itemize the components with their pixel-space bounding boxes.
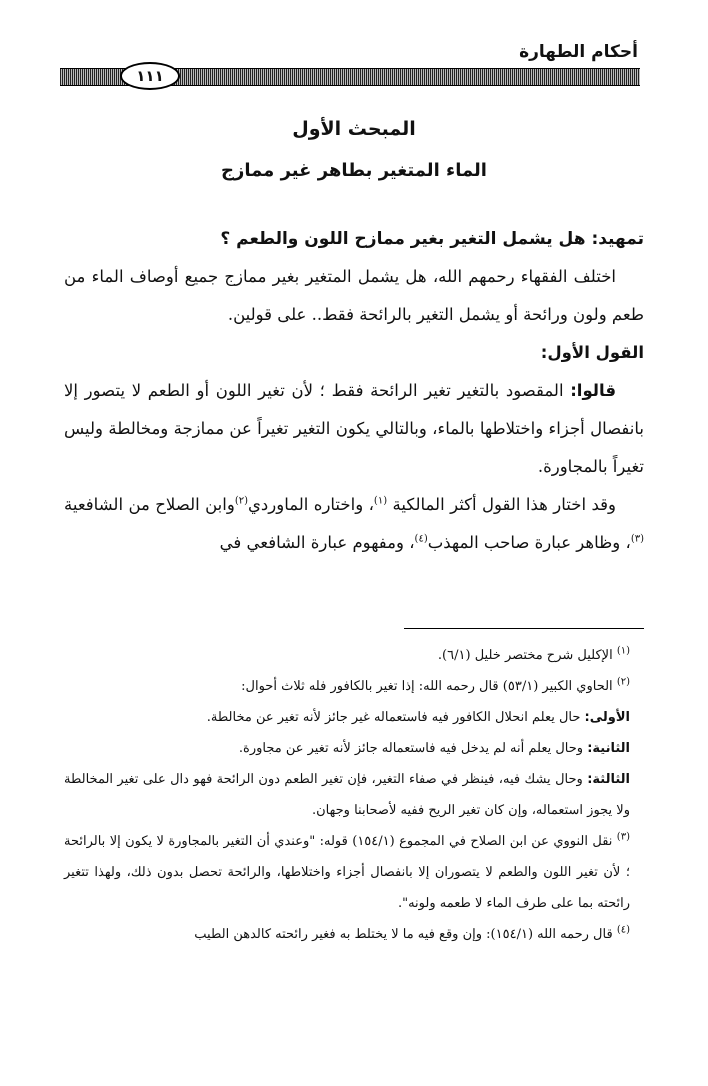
- first-opinion-heading: القول الأول:: [540, 343, 644, 362]
- footnote-mark-4: (٤): [616, 924, 630, 936]
- footnote-1-text: الإكليل شرح مختصر خليل (٦/١).: [437, 648, 617, 663]
- main-text: [64, 220, 644, 562]
- footnote-mark-2: (٢): [616, 676, 630, 688]
- section-subtitle: الماء المتغير بطاهر غير ممازج: [221, 160, 487, 181]
- footnote-separator: [404, 628, 644, 629]
- footnote-4: [64, 919, 644, 950]
- intro-heading: [64, 220, 644, 258]
- footnote-3: [64, 826, 644, 919]
- footnote-2-case-3: [64, 764, 644, 826]
- paragraph-first-opinion: [64, 372, 644, 486]
- footnotes: [64, 640, 644, 950]
- intro-question: هل يشمل التغير بغير ممازح اللون والطعم ؟: [220, 229, 592, 249]
- case-2-text: وحال يعلم أنه لم يدخل فيه فاستعماله جائز لأنه تغير عن مجاورة.: [238, 741, 588, 756]
- citation-text-d: ، وظاهر عبارة صاحب المهذب: [427, 533, 631, 552]
- footnote-mark-1: (١): [616, 645, 630, 657]
- case-3-lead: الثالثة:: [587, 772, 630, 787]
- footnote-ref-4[interactable]: (٤): [414, 533, 428, 545]
- footnote-2-case-2: [64, 733, 644, 764]
- citation-text-c: وابن الصلاح من الشافعية: [64, 495, 235, 514]
- paragraph-body: المقصود بالتغير تغير الرائحة فقط ؛ لأن تغير اللون أو الطعم لا يتصور إلا بانفصال أجزاء واختلاطها بالماء، وبالتالي يكون التغير تغيراً عن ممازجة ومخالطة وليس تغيراً بالمجاورة.: [64, 381, 644, 476]
- case-2-lead: الثانية:: [587, 741, 630, 756]
- footnote-mark-3: (٣): [616, 831, 630, 843]
- case-3-text: وحال يشك فيه، فينظر في صفاء التغير، فإن تغير الطعم دون الرائحة فهو دال على تغير المخالطة ولا يجوز استعماله، وإن كان تغير الريح ففيه لأصحابنا وجهان.: [64, 772, 630, 818]
- citation-text-e: ، ومفهوم عبارة الشافعي في: [219, 533, 415, 552]
- footnote-2: [64, 671, 644, 702]
- footnote-2-text: الحاوي الكبير (٥٣/١) قال رحمه الله: إذا تغير بالكافور فله ثلاث أحوال:: [241, 679, 617, 694]
- section-title: المبحث الأول: [292, 118, 416, 140]
- citation-text-b: ، واختاره الماوردي: [248, 495, 374, 514]
- page-number: ١١١: [120, 62, 180, 90]
- case-1-text: حال يعلم انحلال الكافور فيه فاستعماله غير جائز لأنه تغير عن مخالطة.: [206, 710, 585, 725]
- paragraph-lead: قالوا:: [570, 381, 616, 400]
- paragraph-intro: اختلف الفقهاء رحمهم الله، هل يشمل المتغير بغير ممازج جميع أوصاف الماء من طعم ولون ورائحة أو يشمل التغير بالرائحة فقط.. على قولين.: [64, 267, 644, 324]
- footnote-3-text: نقل النووي عن ابن الصلاح في المجموع (١٥٤/١) قوله: "وعندي أن التغير بالمجاورة لا يكون إلا بالرائحة ؛ لأن تغير اللون والطعم لا يتصوران إلا بانفصال أجزاء واختلاطها، والرائحة تحصل بدون ذلك، ولهذا تتغير رائحته بما على طرف الماء لا طعمه ولونه".: [64, 834, 630, 911]
- case-1-lead: الأولى:: [584, 710, 630, 725]
- footnote-1: [64, 640, 644, 671]
- citation-text-a: وقد اختار هذا القول أكثر المالكية: [387, 495, 616, 514]
- paragraph-citations: [64, 486, 644, 562]
- running-header-title: أحكام الطهارة: [519, 42, 638, 62]
- footnote-ref-2[interactable]: (٢): [234, 495, 248, 507]
- footnote-2-case-1: [64, 702, 644, 733]
- footnote-ref-3[interactable]: (٣): [630, 533, 644, 545]
- footnote-ref-1[interactable]: (١): [373, 495, 388, 507]
- footnote-4-text: قال رحمه الله (١٥٤/١): وإن وقع فيه ما لا يختلط به فغير رائحته كالدهن الطيب: [194, 927, 617, 942]
- intro-lead: تمهيد:: [591, 229, 644, 249]
